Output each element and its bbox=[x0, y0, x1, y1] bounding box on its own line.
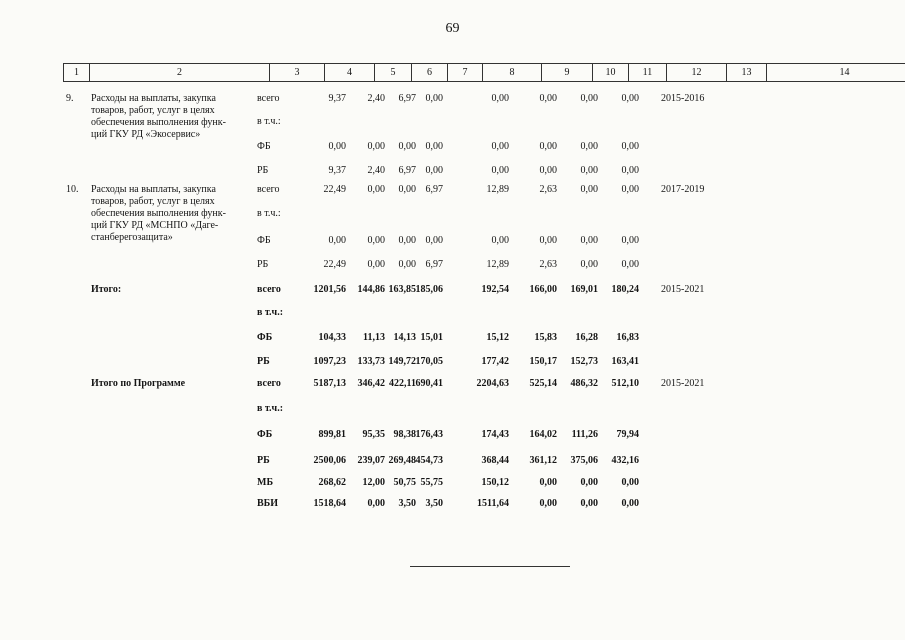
row-label: в т.ч.: bbox=[257, 208, 281, 219]
col-header: 6 bbox=[412, 64, 448, 82]
value-cell: 0,00 bbox=[539, 477, 557, 488]
value-cell: 98,38 bbox=[393, 429, 416, 440]
row-label: РБ bbox=[257, 165, 269, 176]
end-divider bbox=[410, 566, 570, 567]
value-cell: 432,16 bbox=[611, 455, 639, 466]
value-cell: 180,24 bbox=[611, 284, 639, 295]
value-cell: 2,63 bbox=[539, 259, 557, 270]
value-cell: 3,50 bbox=[425, 498, 443, 509]
value-cell: 0,00 bbox=[491, 93, 509, 104]
row-label: МБ bbox=[257, 477, 274, 488]
value-cell: 0,00 bbox=[621, 165, 639, 176]
row-label: ВБИ bbox=[257, 498, 279, 509]
value-cell: 11,13 bbox=[363, 332, 385, 343]
value-cell: 12,89 bbox=[486, 184, 509, 195]
value-cell: 111,26 bbox=[571, 429, 598, 440]
value-cell: 2,40 bbox=[367, 93, 385, 104]
col-header: 14 bbox=[767, 64, 905, 82]
value-cell: 6,97 bbox=[425, 184, 443, 195]
row-label: ФБ bbox=[257, 235, 271, 246]
value-cell: 690,41 bbox=[415, 378, 443, 389]
value-cell: 169,01 bbox=[570, 284, 598, 295]
value-cell: 525,14 bbox=[529, 378, 557, 389]
row-label: всего bbox=[257, 93, 280, 104]
value-cell: 0,00 bbox=[328, 235, 346, 246]
period-cell: 2015-2016 bbox=[661, 93, 705, 104]
description-line: обеспечения выполнения функ- bbox=[91, 117, 226, 128]
value-cell: 164,02 bbox=[529, 429, 557, 440]
value-cell: 0,00 bbox=[539, 165, 557, 176]
page-number: 69 bbox=[445, 21, 460, 36]
value-cell: 79,94 bbox=[616, 429, 639, 440]
value-cell: 6,97 bbox=[425, 259, 443, 270]
description-line: станберегозащита» bbox=[91, 232, 173, 243]
value-cell: 2,40 bbox=[367, 165, 385, 176]
value-cell: 0,00 bbox=[425, 235, 443, 246]
value-cell: 12,00 bbox=[362, 477, 385, 488]
value-cell: 0,00 bbox=[580, 184, 598, 195]
row-label: всего bbox=[257, 378, 281, 389]
value-cell: 0,00 bbox=[621, 498, 639, 509]
value-cell: 0,00 bbox=[580, 498, 598, 509]
value-cell: 0,00 bbox=[539, 93, 557, 104]
value-cell: 0,00 bbox=[367, 184, 385, 195]
value-cell: 9,37 bbox=[328, 93, 346, 104]
row-label: всего bbox=[257, 184, 280, 195]
col-header: 5 bbox=[375, 64, 412, 82]
col-header: 7 bbox=[448, 64, 483, 82]
description-line: товаров, работ, услуг в целях bbox=[91, 105, 215, 116]
value-cell: 2500,06 bbox=[313, 455, 346, 466]
value-cell: 1518,64 bbox=[313, 498, 346, 509]
value-cell: 149,72 bbox=[388, 356, 416, 367]
value-cell: 0,00 bbox=[367, 141, 385, 152]
value-cell: 346,42 bbox=[357, 378, 385, 389]
value-cell: 361,12 bbox=[529, 455, 557, 466]
value-cell: 0,00 bbox=[580, 165, 598, 176]
value-cell: 0,00 bbox=[491, 235, 509, 246]
description-line: Расходы на выплаты, закупка bbox=[91, 93, 216, 104]
value-cell: 0,00 bbox=[367, 235, 385, 246]
value-cell: 0,00 bbox=[621, 477, 639, 488]
row-label: в т.ч.: bbox=[257, 403, 284, 414]
row-label: ФБ bbox=[257, 332, 273, 343]
description-line: Расходы на выплаты, закупка bbox=[91, 184, 216, 195]
item-number: 10. bbox=[66, 184, 79, 195]
value-cell: 22,49 bbox=[323, 259, 346, 270]
value-cell: 6,97 bbox=[398, 93, 416, 104]
col-header: 13 bbox=[727, 64, 767, 82]
value-cell: 375,06 bbox=[570, 455, 598, 466]
value-cell: 269,48 bbox=[388, 455, 416, 466]
row-label: ФБ bbox=[257, 429, 273, 440]
value-cell: 166,00 bbox=[529, 284, 557, 295]
value-cell: 0,00 bbox=[398, 259, 416, 270]
period-cell: 2015-2021 bbox=[661, 378, 705, 389]
value-cell: 144,86 bbox=[357, 284, 385, 295]
value-cell: 12,89 bbox=[486, 259, 509, 270]
value-cell: 0,00 bbox=[367, 259, 385, 270]
item-number: 9. bbox=[66, 93, 74, 104]
row-label: РБ bbox=[257, 356, 270, 367]
value-cell: 0,00 bbox=[398, 184, 416, 195]
value-cell: 0,00 bbox=[539, 235, 557, 246]
value-cell: 2204,63 bbox=[476, 378, 509, 389]
value-cell: 150,17 bbox=[529, 356, 557, 367]
value-cell: 50,75 bbox=[393, 477, 416, 488]
value-cell: 0,00 bbox=[580, 93, 598, 104]
value-cell: 0,00 bbox=[425, 165, 443, 176]
value-cell: 22,49 bbox=[323, 184, 346, 195]
description-line: обеспечения выполнения функ- bbox=[91, 208, 226, 219]
col-header: 10 bbox=[593, 64, 629, 82]
value-cell: 239,07 bbox=[357, 455, 385, 466]
value-cell: 0,00 bbox=[539, 141, 557, 152]
value-cell: 15,83 bbox=[534, 332, 557, 343]
value-cell: 899,81 bbox=[318, 429, 346, 440]
value-cell: 0,00 bbox=[621, 259, 639, 270]
value-cell: 15,01 bbox=[420, 332, 443, 343]
value-cell: 0,00 bbox=[328, 141, 346, 152]
section-title: Итого по Программе bbox=[91, 378, 186, 389]
description-line: ций ГКУ РД «Экосервис» bbox=[91, 129, 201, 140]
value-cell: 163,41 bbox=[611, 356, 639, 367]
section-title: Итого: bbox=[91, 284, 122, 295]
value-cell: 150,12 bbox=[481, 477, 509, 488]
period-cell: 2017-2019 bbox=[661, 184, 705, 195]
value-cell: 3,50 bbox=[398, 498, 416, 509]
value-cell: 486,32 bbox=[570, 378, 598, 389]
description-line: ций ГКУ РД «МСНПО «Даге- bbox=[91, 220, 219, 231]
value-cell: 0,00 bbox=[398, 141, 416, 152]
value-cell: 15,12 bbox=[486, 332, 509, 343]
value-cell: 133,73 bbox=[357, 356, 385, 367]
value-cell: 0,00 bbox=[621, 184, 639, 195]
value-cell: 104,33 bbox=[318, 332, 346, 343]
value-cell: 0,00 bbox=[621, 141, 639, 152]
value-cell: 2,63 bbox=[539, 184, 557, 195]
col-header: 12 bbox=[667, 64, 727, 82]
col-header: 2 bbox=[90, 64, 270, 82]
value-cell: 454,73 bbox=[415, 455, 443, 466]
value-cell: 0,00 bbox=[580, 477, 598, 488]
col-header: 3 bbox=[270, 64, 325, 82]
value-cell: 0,00 bbox=[580, 235, 598, 246]
value-cell: 1201,56 bbox=[313, 284, 346, 295]
item-description bbox=[91, 93, 253, 141]
col-header: 8 bbox=[483, 64, 542, 82]
row-label: ФБ bbox=[257, 141, 271, 152]
value-cell: 16,28 bbox=[575, 332, 598, 343]
value-cell: 192,54 bbox=[481, 284, 509, 295]
value-cell: 0,00 bbox=[621, 235, 639, 246]
value-cell: 177,42 bbox=[481, 356, 509, 367]
description-line: товаров, работ, услуг в целях bbox=[91, 196, 215, 207]
row-label: в т.ч.: bbox=[257, 116, 281, 127]
value-cell: 6,97 bbox=[398, 165, 416, 176]
value-cell: 16,83 bbox=[616, 332, 639, 343]
row-label: всего bbox=[257, 284, 281, 295]
row-label: РБ bbox=[257, 455, 270, 466]
col-header: 9 bbox=[542, 64, 593, 82]
value-cell: 174,43 bbox=[481, 429, 509, 440]
value-cell: 0,00 bbox=[491, 165, 509, 176]
value-cell: 185,06 bbox=[415, 284, 443, 295]
value-cell: 0,00 bbox=[580, 259, 598, 270]
value-cell: 14,13 bbox=[393, 332, 416, 343]
value-cell: 0,00 bbox=[491, 141, 509, 152]
value-cell: 268,62 bbox=[318, 477, 346, 488]
value-cell: 170,05 bbox=[415, 356, 443, 367]
value-cell: 9,37 bbox=[328, 165, 346, 176]
value-cell: 55,75 bbox=[420, 477, 443, 488]
value-cell: 5187,13 bbox=[313, 378, 346, 389]
value-cell: 0,00 bbox=[539, 498, 557, 509]
row-label: в т.ч.: bbox=[257, 307, 284, 318]
value-cell: 95,35 bbox=[362, 429, 385, 440]
value-cell: 176,43 bbox=[415, 429, 443, 440]
value-cell: 0,00 bbox=[580, 141, 598, 152]
value-cell: 0,00 bbox=[621, 93, 639, 104]
value-cell: 0,00 bbox=[425, 141, 443, 152]
value-cell: 1097,23 bbox=[313, 356, 346, 367]
value-cell: 512,10 bbox=[611, 378, 639, 389]
value-cell: 0,00 bbox=[425, 93, 443, 104]
value-cell: 0,00 bbox=[398, 235, 416, 246]
value-cell: 368,44 bbox=[481, 455, 509, 466]
value-cell: 163,85 bbox=[388, 284, 416, 295]
row-label: РБ bbox=[257, 259, 269, 270]
col-header: 1 bbox=[64, 64, 90, 82]
value-cell: 422,11 bbox=[389, 378, 416, 389]
value-cell: 152,73 bbox=[570, 356, 598, 367]
value-cell: 0,00 bbox=[367, 498, 385, 509]
col-header: 4 bbox=[325, 64, 375, 82]
column-header-row bbox=[63, 63, 905, 82]
col-header: 11 bbox=[629, 64, 667, 82]
value-cell: 1511,64 bbox=[477, 498, 509, 509]
item-description bbox=[91, 184, 253, 244]
period-cell: 2015-2021 bbox=[661, 284, 705, 295]
